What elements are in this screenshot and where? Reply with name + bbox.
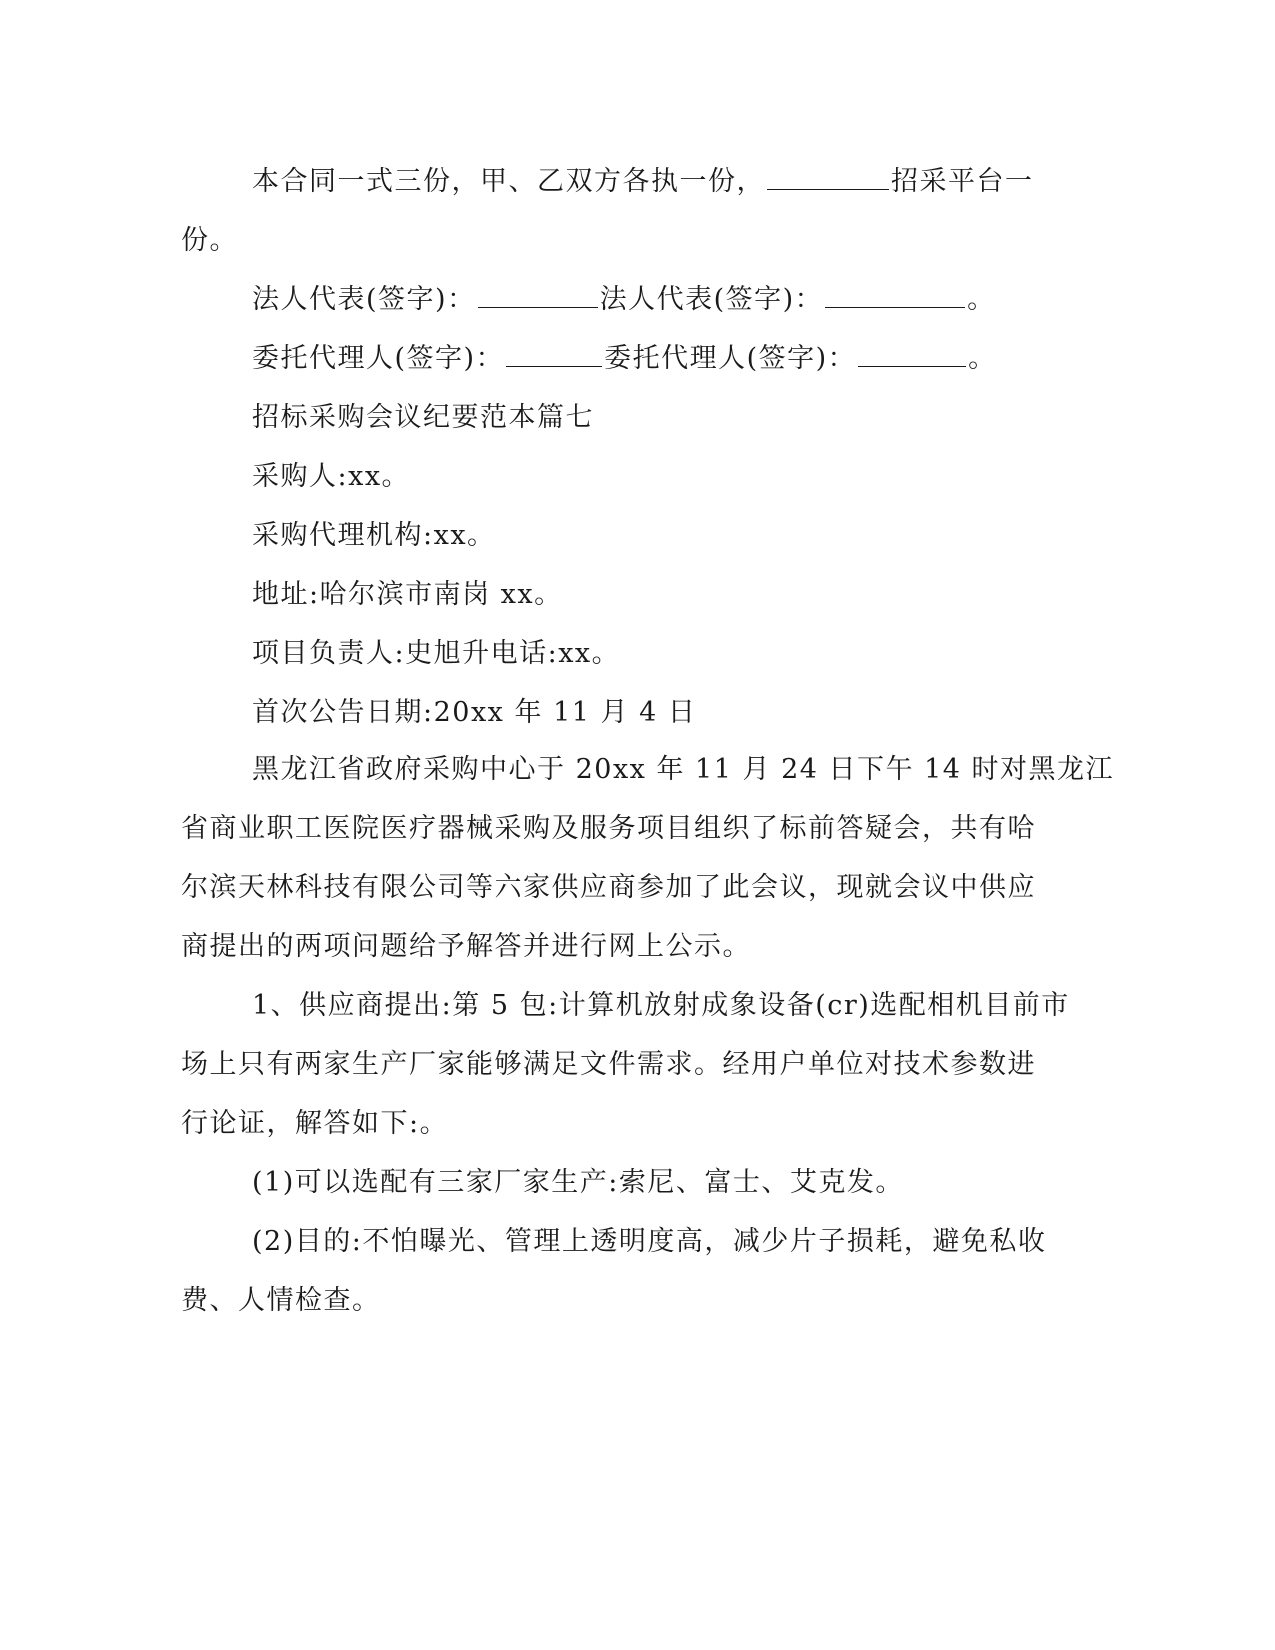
item-1-line-1: 1、供应商提出:第 5 包:计算机放射成象设备(cr)选配相机目前市 [252,990,1070,1021]
sub-item-2-line-2: 费、人情检查。 [181,1285,381,1316]
legal-rep-a-label: 法人代表(签字)： [252,284,476,315]
meeting-paragraph-line-1: 黑龙江省政府采购中心于 20xx 年 11 月 24 日下午 14 时对黑龙江 [252,754,1115,785]
agent-a-signature-blank [506,332,602,367]
address-line: 地址:哈尔滨市南岗 xx。 [252,579,563,610]
agent-line [252,329,997,388]
project-lead-line: 项目负责人:史旭升电话:xx。 [252,638,621,669]
section-title: 招标采购会议纪要范本篇七 [252,402,594,433]
legal-rep-line-end: 。 [967,284,996,315]
meeting-paragraph-line-3: 尔滨天林科技有限公司等六家供应商参加了此会议，现就会议中供应 [181,872,1036,903]
agent-a-label: 委托代理人(签字)： [252,343,505,374]
contract-copies-line-1 [252,152,1034,211]
agent-b-label: 委托代理人(签字)： [604,343,857,374]
contract-copies-text: 本合同一式三份，甲、乙双方各执一份， [252,166,765,197]
meeting-paragraph-line-2: 省商业职工医院医疗器械采购及服务项目组织了标前答疑会，共有哈 [181,813,1036,844]
agent-line-end: 。 [968,343,997,374]
legal-rep-b-signature-blank [825,273,965,308]
first-notice-date-line: 首次公告日期:20xx 年 11 月 4 日 [252,697,697,728]
legal-rep-a-signature-blank [478,273,598,308]
agent-b-signature-blank [858,332,966,367]
item-1-line-2: 场上只有两家生产厂家能够满足文件需求。经用户单位对技术参数进 [181,1049,1036,1080]
legal-rep-b-label: 法人代表(签字)： [599,284,824,315]
contract-copies-text-end: 招采平台一 [891,166,1034,197]
agency-line: 采购代理机构:xx。 [252,520,496,551]
purchaser-line: 采购人:xx。 [252,461,411,492]
item-1-line-3: 行论证，解答如下:。 [181,1108,449,1139]
legal-representative-line [252,270,996,329]
sub-item-1: (1)可以选配有三家厂家生产:索尼、富士、艾克发。 [252,1167,904,1198]
platform-name-blank [767,155,889,190]
contract-copies-line-2: 份。 [181,225,238,256]
sub-item-2-line-1: (2)目的:不怕曝光、管理上透明度高，减少片子损耗，避免私收 [252,1226,1047,1257]
meeting-paragraph-line-4: 商提出的两项问题给予解答并进行网上公示。 [181,931,751,962]
